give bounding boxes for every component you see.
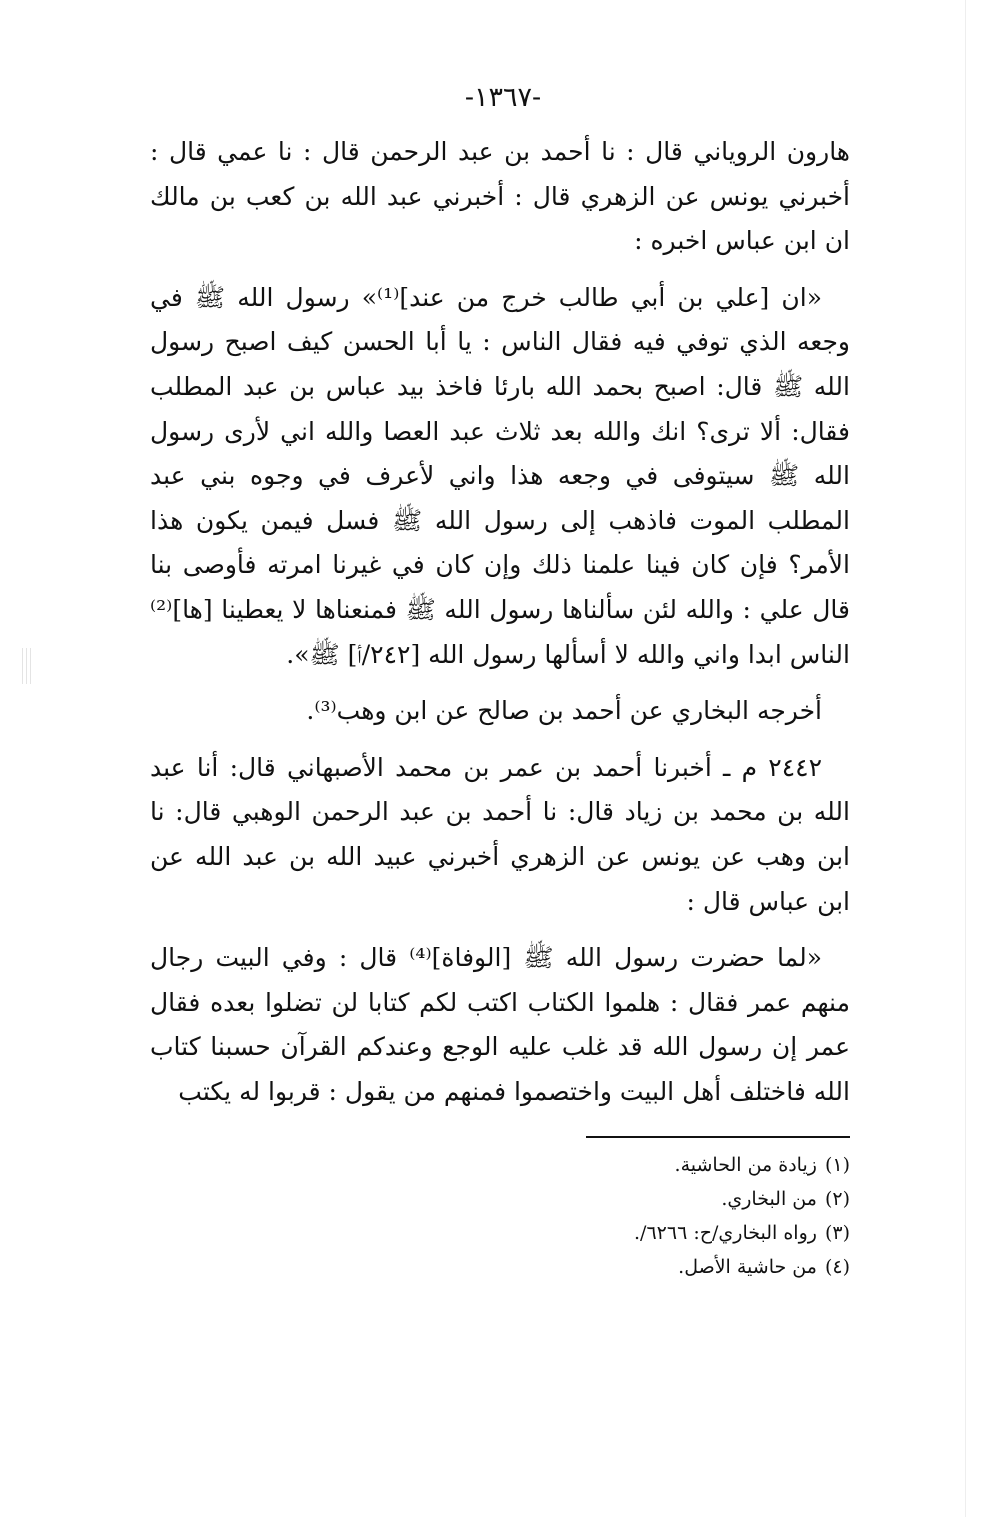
text-line: علمنا ذلك وإن كان في غيرنا امرته فأوصى بنا قال علي : والله لئن — [150, 550, 850, 624]
text-line: . — [306, 696, 315, 726]
footnote-text: زيادة من الحاشية. — [674, 1154, 817, 1176]
text-line: الله فاختلف أهل البيت واختصموا فمنهم من يقول : قربوا له يكتب — [178, 1076, 850, 1106]
text-line: لا أسألها رسول الله [٢٤٢/أ] ﷺ». — [286, 639, 629, 669]
main-text — [150, 130, 850, 1114]
text-line: سألناها رسول الله ﷺ فمنعناها لا يعطينا [ها] — [172, 594, 635, 624]
footnote-item — [150, 1216, 850, 1250]
footnote-ref-2: ⁽²⁾ — [150, 594, 173, 624]
paragraph-2 — [150, 276, 850, 677]
footnote-text: من البخاري. — [721, 1188, 817, 1210]
footnote-number: (٢) — [824, 1188, 850, 1210]
text-line: «لما حضرت رسول الله ﷺ [الوفاة] — [431, 943, 822, 973]
footnote-ref-4: ⁽⁴⁾ — [409, 943, 432, 973]
text-line: «ان [علي بن أبي طالب خرج من عند] — [399, 282, 822, 312]
paragraph-4 — [150, 746, 850, 924]
text-line: أخبرني يونس عن الزهري قال : أخبرني عبد الله بن كعب بن مالك ان — [150, 181, 850, 256]
text-line: عبد الله بن محمد بن زياد قال: نا أحمد بن عبد الرحمن الوهبي قال: نا — [150, 752, 850, 827]
footnote-number: (١) — [824, 1154, 850, 1176]
page-number: -١٣٦٧- — [464, 82, 542, 113]
text-line: ألا ترى؟ انك والله بعد ثلاث عبد العصا والله اني لأرى رسول الله ﷺ — [150, 416, 850, 491]
text-line: سيتوفى في وجعه هذا واني لأعرف في وجوه بني عبد المطلب الموت — [150, 461, 850, 535]
text-line: » رسول الله ﷺ في — [150, 282, 378, 312]
text-line: ٢٤٤٢ م ـ أخبرنا أحمد بن عمر بن محمد الأصبهاني قال: أنا — [196, 752, 822, 782]
footnote-ref-3: ⁽³⁾ — [314, 696, 337, 726]
text-line: قال : وفي البيت رجال — [150, 943, 410, 973]
text-line: أخرجه البخاري عن أحمد بن صالح عن ابن وهب — [336, 696, 822, 726]
footnote-ref-1: ⁽¹⁾ — [377, 282, 400, 312]
text-line: ابن وهب عن يونس عن الزهري أخبرني عبيد الله بن عبد الله عن ابن — [150, 841, 850, 916]
footnote-item — [150, 1250, 850, 1284]
text-line: عمر إن رسول الله قد غلب عليه الوجع وعندكم القرآن حسبنا كتاب — [150, 1032, 850, 1062]
text-line: منهم عمر فقال : هلموا الكتاب اكتب لكم كتابا لن تضلوا بعده فقال — [150, 987, 850, 1017]
paragraph-5 — [150, 936, 850, 1114]
footnote-divider — [586, 1136, 850, 1138]
text-line: ﷺ قال: اصبح بحمد الله بارئا فاخذ بيد عباس بن عبد المطلب فقال: — [150, 371, 851, 446]
text-line: ابن عباس اخبره : — [634, 226, 817, 256]
footnote-item — [150, 1182, 850, 1216]
scan-edge — [965, 0, 966, 1517]
paragraph-3 — [150, 689, 850, 734]
footnote-number: (٤) — [824, 1256, 850, 1278]
text-line: الناس ابدا واني والله — [636, 639, 850, 669]
footnote-item — [150, 1148, 850, 1182]
text-line: وجعه الذي توفي فيه فقال الناس : يا أبا الحسن كيف اصبح رسول الله — [150, 327, 850, 401]
footnote-text: رواه البخاري/ح: ٦٢٦٦/. — [634, 1222, 817, 1244]
text-line: عباس قال : — [686, 886, 810, 916]
paragraph-1 — [150, 130, 850, 264]
footnote-number: (٣) — [824, 1222, 850, 1244]
text-line: فاذهب إلى رسول الله ﷺ فسل فيمن يكون هذا الأمر؟ فإن كان فينا — [150, 505, 850, 580]
footnote-text: من حاشية الأصل. — [678, 1256, 817, 1278]
scan-artifact — [22, 648, 34, 684]
text-line: هارون الروياني قال : نا أحمد بن عبد الرحمن قال : نا عمي قال : — [150, 137, 850, 166]
footnotes — [150, 1148, 850, 1284]
